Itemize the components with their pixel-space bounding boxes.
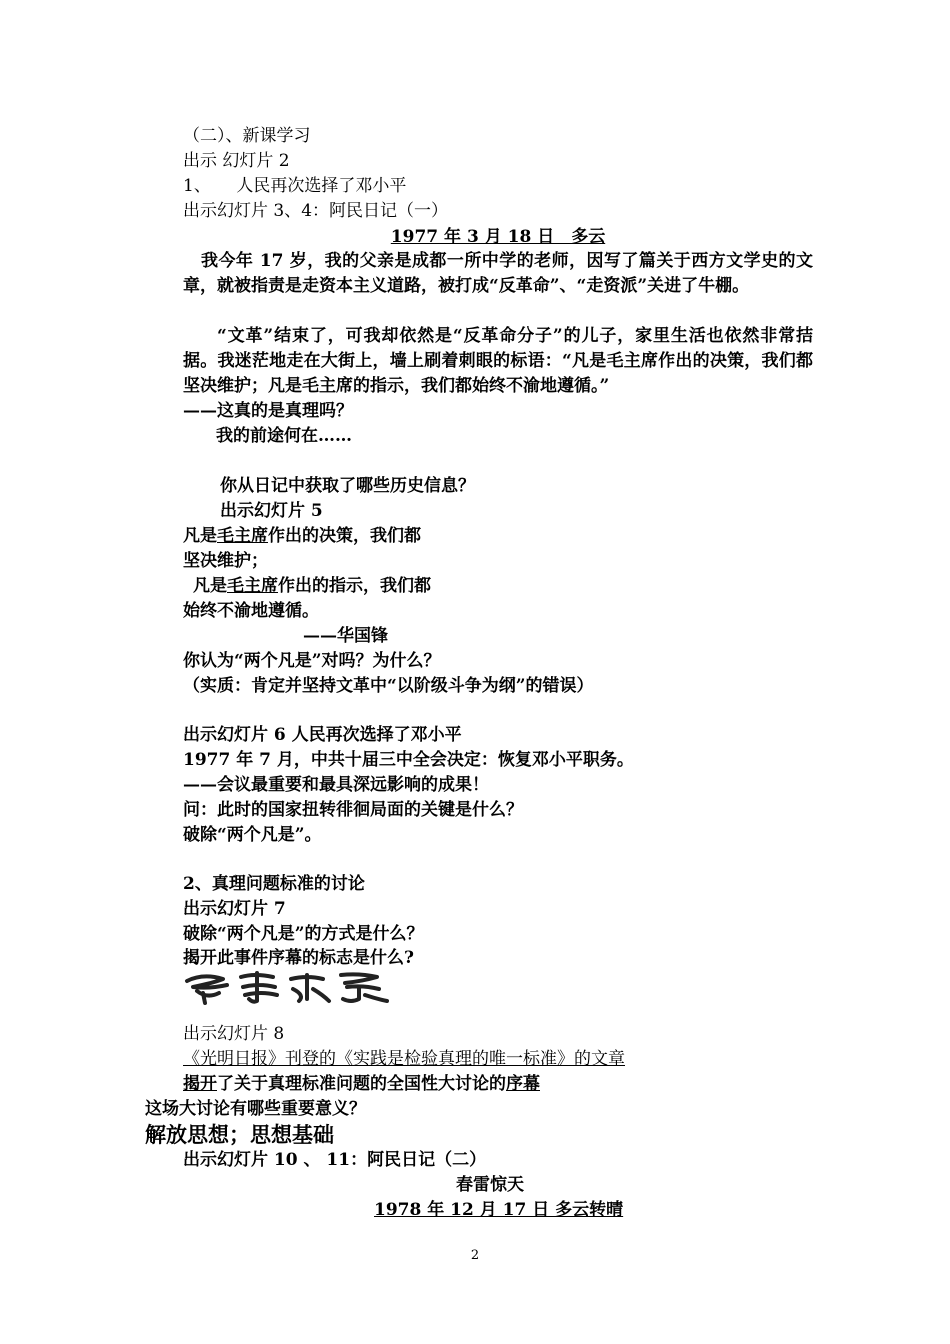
slide-3-4-note: 出示幻灯片 3、4：阿民日记（一）: [183, 201, 449, 221]
prelude-line: [183, 1072, 540, 1096]
calligraphy-image: [183, 969, 393, 1005]
slide-8-note: 出示幻灯片 8: [183, 1024, 285, 1044]
slide-5-note: 出示幻灯片 5: [220, 501, 323, 521]
two-whatevers-l1b: 作出的决策，我们都: [268, 526, 421, 546]
two-whatevers-line-1: [183, 524, 421, 548]
item-2-heading: 2、真理问题标准的讨论: [183, 874, 365, 894]
question-history-info: 你从日记中获取了哪些历史信息？: [220, 476, 475, 496]
prelude-c: 序幕: [506, 1074, 540, 1094]
two-whatevers-line-3: [193, 574, 431, 598]
prelude-a: 揭开: [183, 1074, 217, 1094]
two-whatevers-l3b: 作出的指示，我们都: [278, 576, 431, 596]
question-significance: 这场大讨论有哪些重要意义？: [145, 1099, 366, 1119]
diary-1-question: ——这真的是真理吗？: [183, 401, 353, 421]
diary-1-date: 1977 年 3 月 18 日 多云: [390, 227, 606, 247]
section-title: （二）、新课学习: [183, 126, 311, 146]
slide-10-11-note: 出示幻灯片 10 、 11：阿民日记（二）: [183, 1150, 487, 1170]
slide-6-note: 出示幻灯片 6 人民再次选择了邓小平: [183, 725, 462, 745]
two-whatevers-l3u: 毛主席: [227, 576, 278, 596]
prelude-b: 了关于真理标准问题的全国性大讨论的: [217, 1074, 506, 1094]
two-whatevers-l1u: 毛主席: [217, 526, 268, 546]
item-1-heading: 1、 人民再次选择了邓小平: [183, 176, 407, 196]
answer-key: 破除“两个凡是”。: [183, 825, 322, 845]
question-method: 破除“两个凡是”的方式是什么？: [183, 924, 424, 944]
diary-1-paragraph-1: 我今年 17 岁，我的父亲是成都一所中学的老师，因写了篇关于西方文学史的文章，就被指责是走资本主义道路，被打成“反革命”、“走资派”关进了牛棚。: [183, 251, 813, 296]
two-whatevers-line-2: 坚决维护；: [183, 551, 268, 571]
slide-2-note: 出示 幻灯片 2: [183, 151, 290, 171]
significance-answer: 解放思想；思想基础: [145, 1123, 334, 1147]
question-marker: 揭开此事件序幕的标志是什么?: [183, 948, 414, 968]
event-1977: 1977 年 7 月，中共十届三中全会决定：恢复邓小平职务。: [183, 750, 634, 770]
diary-1-paragraph-2: “文革”结束了，可我却依然是“反革命分子”的儿子，家里生活也依然非常拮据。我迷茫地走在大街上，墙上刷着刺眼的标语：“凡是毛主席作出的决策，我们都坚决维护；凡是毛主席的指示，我们都始终不渝地遵循。”: [183, 326, 813, 396]
question-key: 问：此时的国家扭转徘徊局面的关键是什么？: [183, 800, 523, 820]
diary-2-title: 春雷惊天: [456, 1175, 524, 1195]
diary-2-date: 1978 年 12 月 17 日 多云转晴: [374, 1200, 624, 1220]
essence-note: （实质：肯定并坚持文革中“以阶级斗争为纲”的错误）: [183, 676, 594, 696]
two-whatevers-l1a: 凡是: [183, 526, 217, 546]
slide-7-note: 出示幻灯片 7: [183, 899, 286, 919]
two-whatevers-line-4: 始终不渝地遵循。: [183, 601, 319, 621]
page-number: 2: [470, 1248, 480, 1263]
article-title: 《光明日报》刊登的《实践是检验真理的唯一标准》的文章: [183, 1049, 625, 1069]
diary-1-future: 我的前途何在……: [216, 426, 352, 446]
meeting-result: ——会议最重要和最具深远影响的成果！: [183, 775, 489, 795]
two-whatevers-l3a: 凡是: [193, 576, 227, 596]
two-whatevers-author: ——华国锋: [303, 626, 388, 646]
question-two-whatevers: 你认为“两个凡是”对吗？为什么？: [183, 651, 441, 671]
